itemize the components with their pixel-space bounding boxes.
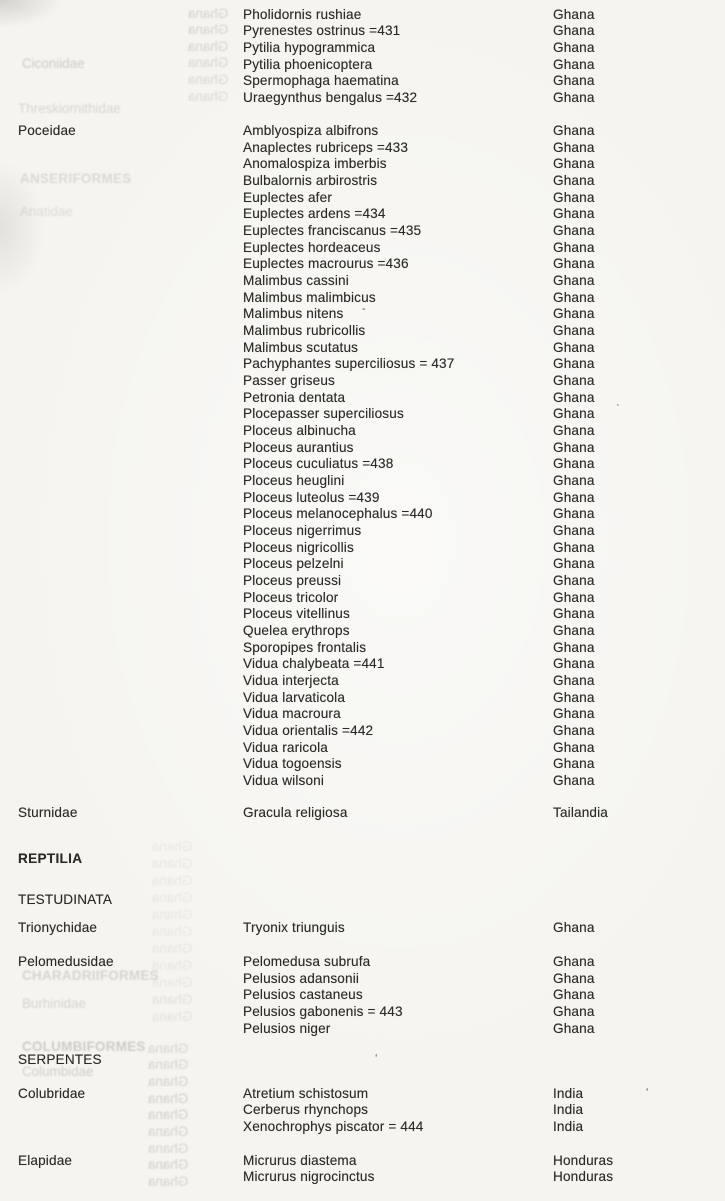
family-name: Colubridae: [18, 1086, 86, 1101]
bleed-through-mirrored-text: Ghana: [152, 975, 193, 990]
species-name: Ploceus pelzelni: [243, 556, 344, 571]
species-name: Pelomedusa subrufa: [243, 954, 371, 969]
bleed-through-mirrored-text: Ghana: [148, 1074, 189, 1089]
species-name: Xenochrophys piscator = 444: [243, 1119, 424, 1134]
country-name: Ghana: [553, 590, 595, 605]
country-name: Ghana: [553, 954, 595, 969]
species-name: Pytilia phoenicoptera: [243, 57, 373, 72]
species-name: Spermophaga haematina: [243, 73, 399, 88]
species-name: Ploceus preussi: [243, 573, 342, 588]
country-name: Ghana: [553, 140, 595, 155]
country-name: Ghana: [553, 723, 595, 738]
species-name: Ploceus cuculiatus =438: [243, 456, 394, 471]
species-name: Euplectes hordeaceus: [243, 240, 381, 255]
bleed-through-mirrored-text: Ghana: [188, 55, 229, 70]
country-name: Ghana: [553, 240, 595, 255]
family-name: Sturnidae: [18, 805, 78, 820]
country-name: Ghana: [553, 256, 595, 271]
species-name: Pelusios adansonii: [243, 971, 360, 986]
country-name: Ghana: [553, 90, 595, 105]
bleed-through-mirrored-text: Ghana: [188, 6, 229, 21]
country-name: Ghana: [553, 123, 595, 138]
species-name: Euplectes ardens =434: [243, 206, 386, 221]
species-name: Micrurus diastema: [243, 1153, 357, 1168]
country-name: Ghana: [553, 440, 595, 455]
species-name: Ploceus nigerrimus: [243, 523, 362, 538]
species-name: Ploceus melanocephalus =440: [243, 506, 433, 521]
species-name: Pelusios niger: [243, 1021, 331, 1036]
country-name: Ghana: [553, 540, 595, 555]
species-name: Malimbus rubricollis: [243, 323, 366, 338]
bleed-through-text: Ciconiidae: [22, 56, 85, 71]
species-name: Ploceus vitellinus: [243, 606, 350, 621]
species-name: Gracula religiosa: [243, 805, 348, 820]
species-name: Vidua raricola: [243, 740, 328, 755]
species-name: Vidua orientalis =442: [243, 723, 374, 738]
country-name: Ghana: [553, 1021, 595, 1036]
country-name: Ghana: [553, 656, 595, 671]
family-name: Poceidae: [18, 123, 76, 138]
species-name: Vidua interjecta: [243, 673, 339, 688]
country-name: Ghana: [553, 690, 595, 705]
country-name: Ghana: [553, 356, 595, 371]
bleed-through-text: CHARADRIIFORMES: [22, 968, 159, 983]
bleed-through-mirrored-text: Ghana: [188, 72, 229, 87]
species-name: Cerberus rhynchops: [243, 1102, 369, 1117]
species-name: Ploceus aurantius: [243, 440, 354, 455]
country-name: Ghana: [553, 7, 595, 22]
species-name: Vidua chalybeata =441: [243, 656, 385, 671]
bleed-through-mirrored-text: Ghana: [148, 1174, 189, 1189]
species-name: Vidua larvaticola: [243, 690, 346, 705]
species-name: Anomalospiza imberbis: [243, 156, 387, 171]
country-name: India: [553, 1086, 584, 1101]
bleed-through-mirrored-text: Ghana: [148, 1141, 189, 1156]
family-name: Trionychidae: [18, 920, 98, 935]
species-name: Vidua macroura: [243, 706, 341, 721]
ink-speck: ʻ: [646, 1087, 649, 1099]
bleed-through-text: Threskiornithidae: [18, 101, 121, 116]
bleed-through-mirrored-text: Ghana: [152, 907, 193, 922]
species-name: Pholidornis rushiae: [243, 7, 362, 22]
country-name: Ghana: [553, 223, 595, 238]
bleed-through-mirrored-text: Ghana: [148, 1057, 189, 1072]
bleed-through-mirrored-text: Ghana: [188, 39, 229, 54]
family-name: Pelomedusidae: [18, 954, 114, 969]
country-name: Honduras: [553, 1153, 614, 1168]
species-name: Malimbus nitens: [243, 306, 344, 321]
species-name: Sporopipes frontalis: [243, 640, 367, 655]
ink-speck: -: [362, 303, 366, 315]
class-heading: REPTILIA: [18, 851, 83, 866]
bleed-through-mirrored-text: Ghana: [152, 1009, 193, 1024]
species-name: Vidua togoensis: [243, 756, 342, 771]
country-name: Ghana: [553, 173, 595, 188]
species-name: Ploceus luteolus =439: [243, 490, 380, 505]
species-name: Malimbus malimbicus: [243, 290, 376, 305]
bleed-through-mirrored-text: Ghana: [152, 941, 193, 956]
family-name: Elapidae: [18, 1153, 73, 1168]
country-name: Ghana: [553, 423, 595, 438]
country-name: Ghana: [553, 490, 595, 505]
country-name: India: [553, 1102, 584, 1117]
species-name: Tryonix triunguis: [243, 920, 345, 935]
bleed-through-mirrored-text: Ghana: [152, 856, 193, 871]
country-name: Ghana: [553, 73, 595, 88]
country-name: Ghana: [553, 390, 595, 405]
country-name: Ghana: [553, 306, 595, 321]
bleed-through-mirrored-text: Ghana: [188, 22, 229, 37]
bleed-through-text: Anatidae: [20, 204, 73, 219]
bleed-through-text: COLUMBIFORMES: [22, 1039, 146, 1054]
country-name: Ghana: [553, 971, 595, 986]
country-name: Ghana: [553, 206, 595, 221]
species-name: Passer griseus: [243, 373, 336, 388]
country-name: Ghana: [553, 273, 595, 288]
country-name: Ghana: [553, 340, 595, 355]
bleed-through-mirrored-text: Ghana: [152, 924, 193, 939]
country-name: Ghana: [553, 323, 595, 338]
species-name: Quelea erythrops: [243, 623, 350, 638]
species-name: Anaplectes rubriceps =433: [243, 140, 409, 155]
country-name: Ghana: [553, 23, 595, 38]
country-name: Ghana: [553, 623, 595, 638]
bleed-through-mirrored-text: Ghana: [148, 1157, 189, 1172]
bleed-through-mirrored-text: Ghana: [152, 873, 193, 888]
ink-speck: ʻ: [375, 1053, 378, 1065]
country-name: Ghana: [553, 773, 595, 788]
order-heading: TESTUDINATA: [18, 892, 113, 907]
country-name: Ghana: [553, 156, 595, 171]
species-name: Uraegynthus bengalus =432: [243, 90, 418, 105]
species-name: Euplectes franciscanus =435: [243, 223, 422, 238]
ink-speck: ·: [616, 399, 620, 411]
species-name: Ploceus albinucha: [243, 423, 356, 438]
species-name: Vidua wilsoni: [243, 773, 325, 788]
country-name: Ghana: [553, 606, 595, 621]
bleed-through-mirrored-text: Ghana: [152, 992, 193, 1007]
species-name: Amblyospiza albifrons: [243, 123, 379, 138]
bleed-through-mirrored-text: Ghana: [148, 1041, 189, 1056]
species-name: Petronia dentata: [243, 390, 346, 405]
country-name: Ghana: [553, 290, 595, 305]
order-heading: SERPENTES: [18, 1052, 102, 1067]
species-name: Atretium schistosum: [243, 1086, 369, 1101]
country-name: Ghana: [553, 57, 595, 72]
species-name: Ploceus heuglini: [243, 473, 345, 488]
country-name: Ghana: [553, 456, 595, 471]
species-name: Pelusios castaneus: [243, 987, 363, 1002]
country-name: Ghana: [553, 640, 595, 655]
species-name: Malimbus scutatus: [243, 340, 359, 355]
country-name: Tailandia: [553, 805, 609, 820]
bleed-through-mirrored-text: Ghana: [188, 89, 229, 104]
country-name: Ghana: [553, 920, 595, 935]
country-name: Ghana: [553, 473, 595, 488]
country-name: Ghana: [553, 987, 595, 1002]
country-name: Ghana: [553, 756, 595, 771]
country-name: Ghana: [553, 406, 595, 421]
country-name: Ghana: [553, 740, 595, 755]
species-name: Pachyphantes superciliosus = 437: [243, 356, 455, 371]
bleed-through-mirrored-text: Ghana: [152, 839, 193, 854]
country-name: Ghana: [553, 190, 595, 205]
country-name: India: [553, 1119, 584, 1134]
species-name: Ploceus nigricollis: [243, 540, 354, 555]
country-name: Ghana: [553, 506, 595, 521]
bleed-through-text: Columbidae: [22, 1064, 94, 1079]
country-name: Ghana: [553, 1004, 595, 1019]
country-name: Ghana: [553, 373, 595, 388]
species-name: Euplectes macrourus =436: [243, 256, 409, 271]
species-name: Pyrenestes ostrinus =431: [243, 23, 401, 38]
country-name: Ghana: [553, 40, 595, 55]
bleed-through-text: Burhinidae: [22, 996, 87, 1011]
bleed-through-mirrored-text: Ghana: [148, 1107, 189, 1122]
country-name: Ghana: [553, 523, 595, 538]
country-name: Ghana: [553, 573, 595, 588]
species-name: Euplectes afer: [243, 190, 332, 205]
country-name: Ghana: [553, 556, 595, 571]
species-name: Plocepasser superciliosus: [243, 406, 404, 421]
species-name: Micrurus nigrocinctus: [243, 1169, 375, 1184]
country-name: Honduras: [553, 1169, 614, 1184]
country-name: Ghana: [553, 706, 595, 721]
bleed-through-mirrored-text: Ghana: [152, 958, 193, 973]
bleed-through-mirrored-text: Ghana: [148, 1091, 189, 1106]
country-name: Ghana: [553, 673, 595, 688]
species-name: Pytilia hypogrammica: [243, 40, 376, 55]
bleed-through-mirrored-text: Ghana: [148, 1124, 189, 1139]
species-name: Bulbalornis arbirostris: [243, 173, 378, 188]
species-name: Pelusios gabonenis = 443: [243, 1004, 403, 1019]
species-name: Malimbus cassini: [243, 273, 349, 288]
species-name: Ploceus tricolor: [243, 590, 339, 605]
bleed-through-mirrored-text: Ghana: [152, 890, 193, 905]
bleed-through-text: ANSERIFORMES: [20, 171, 132, 186]
